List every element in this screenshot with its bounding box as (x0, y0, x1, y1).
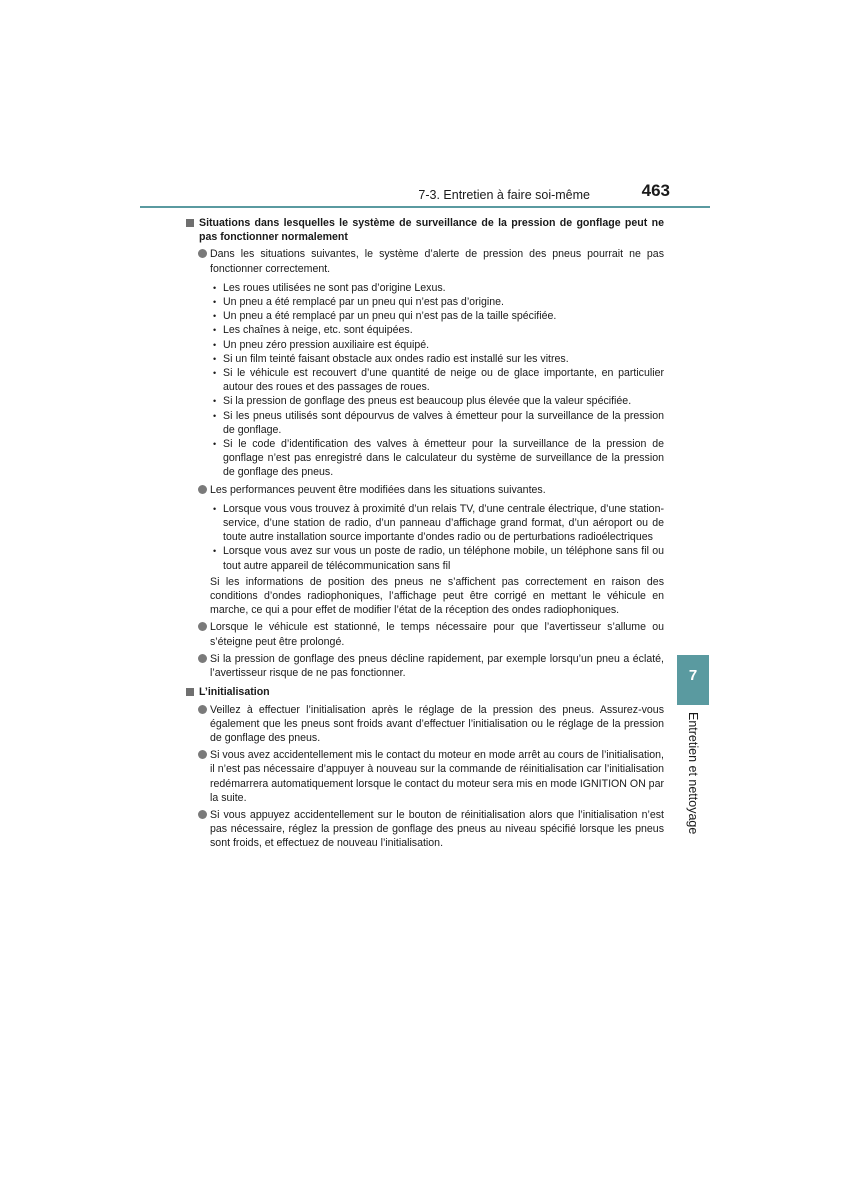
bullet-item-text: Dans les situations suivantes, le système d’alerte de pression des pneus pourrait ne pas fonctionner correctement. (210, 248, 664, 275)
bullet-item (186, 748, 664, 805)
header-rule (140, 206, 710, 208)
bullet-item-text: Veillez à effectuer l’initialisation après le réglage de la pression des pneus. Assurez-vous également que les pneus sont froids avant d’effectuer l’initialisation ou le réglage de la pression de gonflage des pneus. (210, 703, 664, 744)
bullet-item (186, 620, 664, 648)
sub-list (210, 281, 664, 480)
circle-bullet-icon (198, 622, 207, 631)
section-heading-text: Situations dans lesquelles le système de surveillance de la pression de gonflage peut ne pas fonctionner normalement (199, 217, 664, 244)
bullet-item (186, 703, 664, 746)
sub-list-item: • Les roues utilisées ne sont pas d’origine Lexus. (210, 281, 664, 295)
sub-list-item: • Si un film teinté faisant obstacle aux ondes radio est installé sur les vitres. (210, 352, 664, 366)
bullet-item (186, 652, 664, 680)
sub-list-item: • Si le véhicule est recouvert d’une quantité de neige ou de glace importante, en particulier autour des roues et des passages de roues. (210, 366, 664, 394)
circle-bullet-icon (198, 810, 207, 819)
square-bullet-icon (186, 688, 194, 696)
circle-bullet-icon (198, 485, 207, 494)
circle-bullet-icon (198, 654, 207, 663)
sub-list-item: • Si les pneus utilisés sont dépourvus de valves à émetteur pour la surveillance de la pression de gonflage. (210, 409, 664, 437)
sub-list-item: • Lorsque vous vous trouvez à proximité d’un relais TV, d’une centrale électrique, d’une station-service, d’une station de radio, d’un panneau d’affichage grand format, d’un aéroport ou de toute autre installation source importante d’ondes radio ou de perturbations radioélectriques (210, 502, 664, 545)
sub-list-item: • Si le code d’identification des valves à émetteur pour la surveillance de la pression de gonflage n’est pas enregistré dans le calculateur du système de surveillance de la pression de gonflage des pneus. (210, 437, 664, 480)
section-heading-text: L’initialisation (199, 686, 270, 699)
circle-bullet-icon (198, 750, 207, 759)
page-header (140, 180, 710, 208)
page-number: 463 (641, 181, 670, 200)
follow-up-paragraph: Si les informations de position des pneus ne s’affichent pas correctement en raison des conditions d’ondes radiophoniques, l’affichage peut être corrigé en mettant le véhicule en marche, ce qui a pour effet de modifier l’état de la réception des ondes radiophoniques. (210, 575, 664, 617)
bullet-item-text: Si la pression de gonflage des pneus décline rapidement, par exemple lorsqu’un pneu a éclaté, l’avertisseur risque de ne pas fonctionner. (210, 652, 664, 680)
sub-list-item: • Un pneu a été remplacé par un pneu qui n’est pas d’origine. (210, 295, 664, 309)
sub-list-item: • Un pneu a été remplacé par un pneu qui n’est pas de la taille spécifiée. (210, 309, 664, 323)
bullet-item-text: Les performances peuvent être modifiées dans les situations suivantes. (210, 483, 546, 496)
square-bullet-icon (186, 219, 194, 227)
sub-list-item: • Un pneu zéro pression auxiliaire est équipé. (210, 338, 664, 352)
section-heading (186, 216, 664, 244)
circle-bullet-icon (198, 249, 207, 258)
bullet-item-text: Si vous appuyez accidentellement sur le bouton de réinitialisation alors que l’initialisation n’est pas nécessaire, réglez la pression de gonflage des pneus au niveau spécifié lorsque les pneus sont froids, et effectuez de nouveau l’initialisation. (210, 808, 664, 850)
bullet-item (186, 247, 664, 479)
section-heading (186, 685, 664, 699)
sub-list-item: • Lorsque vous avez sur vous un poste de radio, un téléphone mobile, un téléphone sans fil ou tout autre appareil de télécommunication sans fil (210, 544, 664, 572)
chapter-tab: 7 (677, 655, 709, 705)
bullet-item-text: Si vous avez accidentellement mis le contact du moteur en mode arrêt au cours de l’initialisation, il n’est pas nécessaire d’appuyer à nouveau sur la commande de réinitialisation car l’initialisation redémarrera automatiquement lorsque le contact du moteur sera mis en mode IGNITION ON par la suite. (210, 749, 664, 804)
sub-list (210, 502, 664, 573)
page-content (186, 216, 664, 854)
bullet-item (186, 808, 664, 851)
bullet-item-text: Lorsque le véhicule est stationné, le temps nécessaire pour que l’avertisseur s’allume ou s’éteigne peut être prolongé. (210, 621, 664, 648)
bullet-item (186, 483, 664, 618)
sub-list-item: • Les chaînes à neige, etc. sont équipées. (210, 323, 664, 337)
chapter-side-label-text: Entretien et nettoyage (686, 712, 700, 835)
header-section-title: 7-3. Entretien à faire soi-même (418, 188, 590, 202)
sub-list-item: • Si la pression de gonflage des pneus est beaucoup plus élevée que la valeur spécifiée. (210, 394, 664, 408)
circle-bullet-icon (198, 705, 207, 714)
